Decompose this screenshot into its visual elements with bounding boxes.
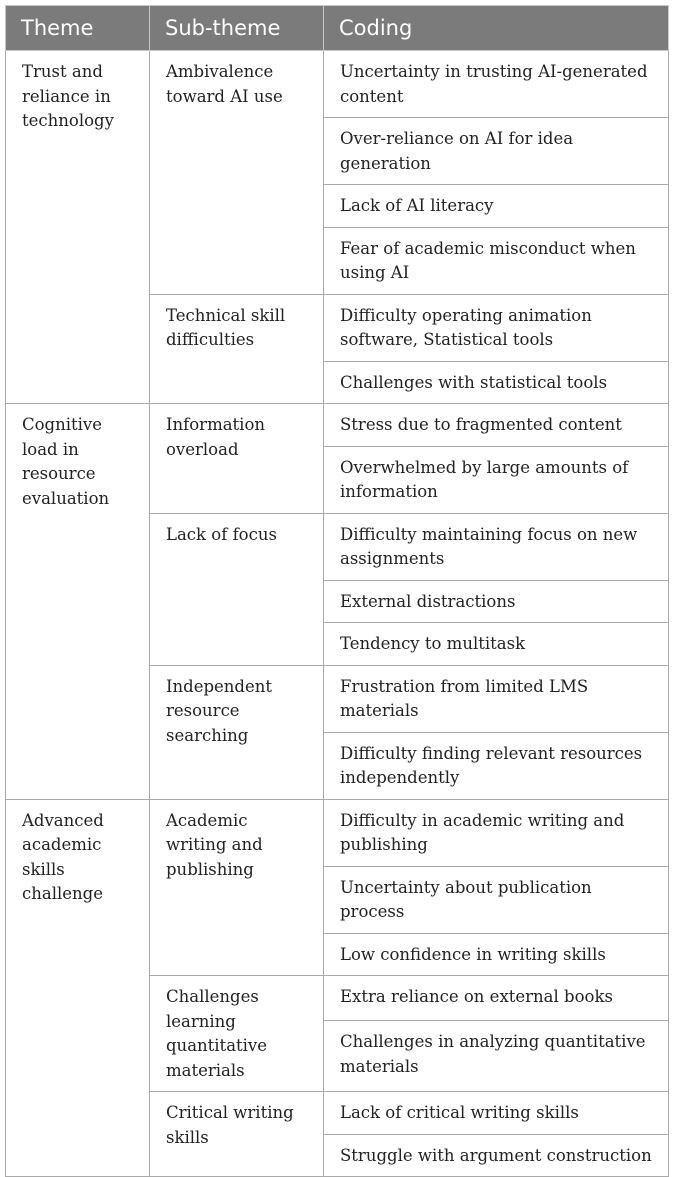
table-body — [6, 51, 669, 1177]
themes-table — [5, 5, 669, 1177]
coding-cell: Lack of critical writing skills — [324, 1092, 669, 1135]
coding-cell: Frustration from limited LMS materials — [324, 665, 669, 732]
sub-theme-cell: Critical writing skills — [150, 1092, 324, 1177]
coding-cell: Uncertainty about publication process — [324, 866, 669, 933]
coding-cell: Difficulty in academic writing and publishing — [324, 799, 669, 866]
coding-cell: Low confidence in writing skills — [324, 933, 669, 976]
table-row — [6, 404, 669, 447]
table-header — [6, 6, 669, 51]
header-sub-theme: Sub-theme — [150, 6, 324, 51]
table-row — [6, 51, 669, 118]
sub-theme-cell: Academic writing and publishing — [150, 799, 324, 976]
header-coding: Coding — [324, 6, 669, 51]
coding-cell: Difficulty operating animation software, Statistical tools — [324, 294, 669, 361]
coding-cell: Difficulty finding relevant resources independently — [324, 732, 669, 799]
coding-cell: Over-reliance on AI for idea generation — [324, 118, 669, 185]
coding-cell: Stress due to fragmented content — [324, 404, 669, 447]
coding-cell: Tendency to multitask — [324, 623, 669, 666]
coding-cell: External distractions — [324, 580, 669, 623]
sub-theme-cell: Lack of focus — [150, 513, 324, 665]
coding-cell: Uncertainty in trusting AI-generated content — [324, 51, 669, 118]
sub-theme-cell: Ambivalence toward AI use — [150, 51, 324, 295]
table-row — [6, 799, 669, 866]
theme-cell: Cognitive load in resource evaluation — [6, 404, 150, 800]
coding-cell: Difficulty maintaining focus on new assignments — [324, 513, 669, 580]
theme-cell: Advanced academic skills challenge — [6, 799, 150, 1177]
coding-cell: Extra reliance on external books — [324, 976, 669, 1021]
coding-cell: Struggle with argument construction — [324, 1134, 669, 1177]
sub-theme-cell: Information overload — [150, 404, 324, 514]
sub-theme-cell: Challenges learning quantitative materials — [150, 976, 324, 1092]
theme-cell: Trust and reliance in technology — [6, 51, 150, 404]
coding-cell: Challenges with statistical tools — [324, 361, 669, 404]
header-theme: Theme — [6, 6, 150, 51]
coding-cell: Overwhelmed by large amounts of information — [324, 446, 669, 513]
sub-theme-cell: Independent resource searching — [150, 665, 324, 799]
coding-cell: Lack of AI literacy — [324, 185, 669, 228]
header-row — [6, 6, 669, 51]
coding-cell: Fear of academic misconduct when using AI — [324, 227, 669, 294]
coding-cell: Challenges in analyzing quantitative materials — [324, 1021, 669, 1092]
sub-theme-cell: Technical skill difficulties — [150, 294, 324, 404]
